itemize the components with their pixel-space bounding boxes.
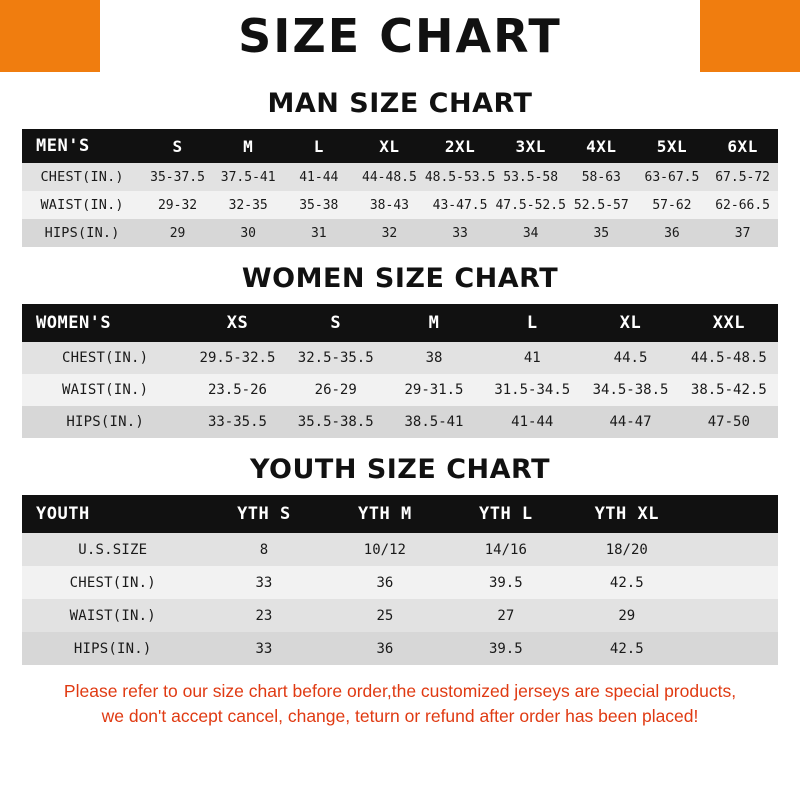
table-cell: 35: [593, 225, 610, 241]
table-cell: 31.5-34.5: [494, 382, 571, 398]
section-title-man: MAN SIZE CHART: [267, 88, 533, 119]
table-cell: 41: [523, 350, 541, 366]
table-cell: 53.5-58: [503, 169, 559, 185]
table-cell: 8: [259, 541, 269, 558]
table-cell-spacer: [687, 632, 778, 665]
column-header: L: [526, 313, 538, 333]
page-title: SIZE CHART: [238, 9, 562, 63]
table-cell: 47-50: [707, 414, 750, 430]
table-cell: 52.5-57: [573, 197, 629, 213]
table-cell: 29-31.5: [404, 382, 464, 398]
table-cell: 43-47.5: [432, 197, 488, 213]
table-cell: 47.5-52.5: [495, 197, 566, 213]
column-header: S: [330, 313, 342, 333]
table-cell: 33: [255, 640, 273, 657]
column-header: YTH M: [358, 504, 412, 524]
table-cell: 44-48.5: [362, 169, 417, 185]
section-title-women: WOMEN SIZE CHART: [241, 263, 559, 294]
column-header: YTH XL: [594, 504, 659, 524]
column-header: 3XL: [515, 136, 546, 156]
table-cell: 48.5-53.5: [424, 169, 496, 185]
section-youth: [0, 454, 800, 665]
table-cell: 30: [240, 225, 257, 241]
table-cell: 35-37.5: [150, 169, 205, 185]
table-cell: 31: [310, 225, 327, 241]
table-man-size-chart: [22, 129, 778, 247]
table-cell: 41-44: [299, 169, 339, 185]
disclaimer-line-2: we don't accept cancel, change, teturn or refund after order has been placed!: [101, 706, 699, 727]
table-cell: 33-35.5: [207, 414, 267, 430]
table-row: [22, 163, 778, 191]
table-row: [22, 533, 778, 566]
table-row: [22, 406, 778, 438]
table-cell: 57-62: [652, 197, 692, 213]
table-cell: 33: [452, 225, 468, 241]
table-cell: 29.5-32.5: [199, 350, 276, 366]
table-row: [22, 342, 778, 374]
table-cell: 23.5-26: [207, 382, 267, 398]
table-cell: 39.5: [488, 640, 523, 657]
table-cell: 26-29: [314, 382, 357, 398]
row-label: WAIST(IN.): [62, 382, 149, 398]
table-row: [22, 632, 778, 665]
table-cell: 62-66.5: [715, 197, 771, 213]
section-title-youth: YOUTH SIZE CHART: [249, 454, 551, 485]
table-youth-size-chart: [22, 495, 778, 665]
table-cell: 67.5-72: [715, 169, 771, 185]
table-cell: 33: [255, 574, 273, 591]
table-cell: 38.5-41: [404, 414, 464, 430]
table-cell: 36: [376, 640, 394, 657]
column-header: M: [428, 313, 440, 333]
column-header: 2XL: [444, 136, 476, 156]
table-cell: 44-47: [609, 414, 652, 430]
table-cell: 38-43: [369, 197, 409, 213]
table-row: [22, 374, 778, 406]
column-header: 6XL: [727, 136, 758, 156]
table-cell: 25: [376, 607, 394, 624]
column-header: M: [243, 136, 254, 156]
table-cell: 37: [734, 225, 751, 241]
row-label: CHEST(IN.): [69, 574, 156, 591]
table-cell: 34: [522, 225, 539, 241]
table-cell: 63-67.5: [644, 169, 700, 185]
table-cell: 29: [169, 225, 186, 241]
table-cell: 32.5-35.5: [297, 350, 374, 366]
table-row: [22, 191, 778, 219]
column-header: YOUTH: [36, 504, 90, 524]
table-header-row: [22, 304, 778, 342]
table-cell: 14/16: [484, 541, 527, 558]
table-cell-spacer: [687, 533, 778, 566]
table-header-row: [22, 495, 778, 533]
table-cell: 42.5: [609, 640, 644, 657]
table-cell: 23: [255, 607, 273, 624]
column-header: XXL: [712, 313, 745, 333]
table-cell: 39.5: [488, 574, 523, 591]
table-row: [22, 219, 778, 247]
table-cell: 10/12: [363, 541, 406, 558]
row-label: HIPS(IN.): [73, 640, 152, 657]
table-cell: 32-35: [228, 197, 268, 213]
table-cell: 27: [497, 607, 515, 624]
table-cell: 32: [381, 225, 398, 241]
column-header: XS: [226, 313, 249, 333]
column-header: XL: [619, 313, 642, 333]
row-label: CHEST(IN.): [62, 350, 149, 366]
table-cell: 41-44: [511, 414, 554, 430]
header-banner: [0, 0, 800, 72]
table-row: [22, 566, 778, 599]
section-man: [0, 88, 800, 247]
table-cell: 44.5: [613, 350, 648, 366]
column-header: XL: [379, 136, 400, 156]
column-header: L: [313, 136, 324, 156]
table-cell: 37.5-41: [220, 169, 276, 185]
table-cell: 44.5-48.5: [690, 350, 767, 366]
table-cell: 42.5: [609, 574, 644, 591]
row-label: HIPS(IN.): [44, 225, 120, 241]
table-cell: 38.5-42.5: [690, 382, 767, 398]
table-cell: 34.5-38.5: [592, 382, 669, 398]
column-header: WOMEN'S: [36, 313, 112, 333]
row-label: WAIST(IN.): [69, 607, 156, 624]
table-cell-spacer: [687, 566, 778, 599]
table-cell: 58-63: [581, 169, 621, 185]
table-cell: 38: [425, 350, 443, 366]
column-header: 4XL: [586, 136, 617, 156]
row-label: U.S.SIZE: [78, 541, 148, 558]
table-cell: 35.5-38.5: [297, 414, 374, 430]
table-header-row: [22, 129, 778, 163]
disclaimer-line-1: Please refer to our size chart before order,the customized jerseys are special products,: [63, 681, 737, 701]
disclaimer-note: [0, 679, 800, 730]
column-header: S: [172, 136, 183, 156]
column-header: YTH L: [478, 504, 533, 524]
table-cell: 18/20: [605, 541, 648, 558]
row-label: CHEST(IN.): [40, 169, 124, 185]
table-women-size-chart: [22, 304, 778, 438]
column-header-spacer: [687, 495, 778, 533]
column-header: MEN'S: [36, 136, 90, 156]
row-label: HIPS(IN.): [66, 414, 144, 430]
table-cell: 36: [376, 574, 394, 591]
table-cell: 29: [618, 607, 636, 624]
header-banner-inner: [100, 0, 700, 72]
column-header: 5XL: [656, 136, 688, 156]
column-header: YTH S: [237, 504, 291, 524]
row-label: WAIST(IN.): [40, 197, 124, 213]
table-cell-spacer: [687, 599, 778, 632]
table-cell: 36: [664, 225, 680, 241]
section-women: [0, 263, 800, 438]
table-row: [22, 599, 778, 632]
table-cell: 29-32: [157, 197, 198, 213]
table-cell: 35-38: [299, 197, 339, 213]
